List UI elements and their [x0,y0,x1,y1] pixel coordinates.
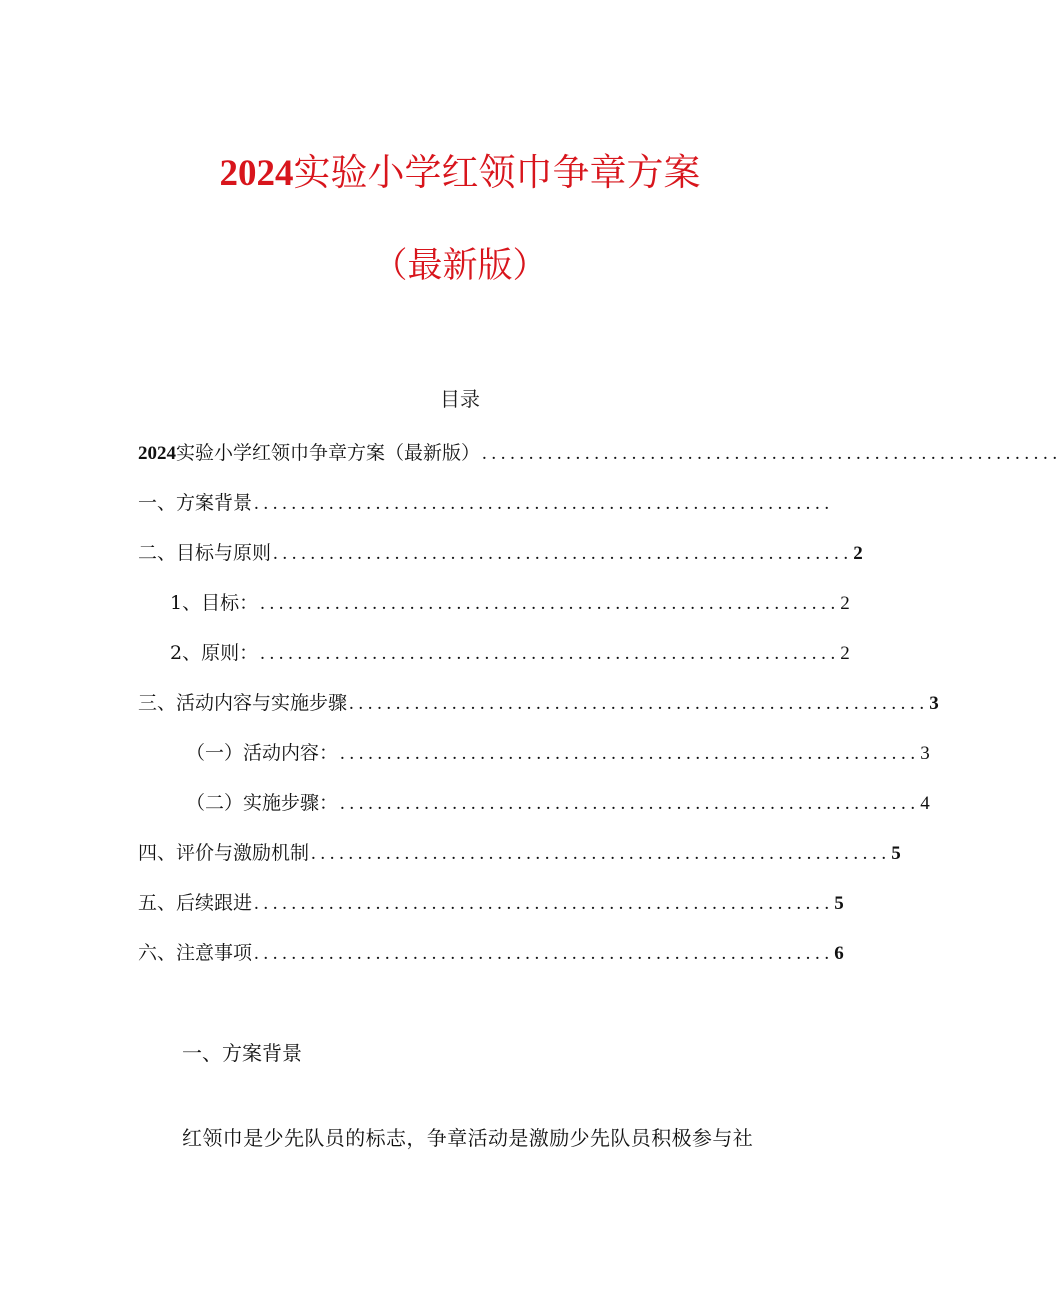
toc-entry[interactable] [138,438,1062,468]
toc-entry[interactable] [170,638,850,668]
toc-entry[interactable] [138,838,901,868]
toc-entry[interactable] [138,488,834,518]
section-heading: 一、方案背景 [182,1041,302,1065]
toc-entry[interactable] [186,738,930,768]
toc-leader-dots: .............................................................. [340,793,920,814]
toc-page-number: 2 [840,643,850,664]
toc-page-number: 2 [840,593,850,614]
toc-page-number: 5 [891,843,901,864]
toc-entry-label: （二）实施步骤： [186,792,339,814]
toc-entry-label: 一、方案背景 [138,492,253,514]
toc-entry-label: 2、原则： [170,642,259,664]
toc-page-number: 3 [920,743,930,764]
toc-entry-prefix: 2024 [138,443,176,464]
toc-leader-dots: .............................................................. [349,693,929,714]
toc-entry-label: （一）活动内容： [186,742,339,764]
toc-entry-label: 六、注意事项 [138,942,253,964]
toc-heading: 目录 [440,387,480,411]
toc-entry-label: 五、后续跟进 [138,892,253,914]
toc-entry[interactable] [138,888,844,918]
toc-entry-label: 三、活动内容与实施步骤 [138,692,348,714]
toc-page-number: 3 [929,693,939,714]
toc-leader-dots: .............................................................. [340,743,920,764]
toc-page-number: 2 [853,543,863,564]
toc-entry-label: 2024实验小学红领巾争章方案（最新版） [138,442,481,464]
body-paragraph: 红领巾是少先队员的标志，争章活动是激励少先队员积极参与社 [182,1126,754,1150]
toc-page-number: 5 [834,893,844,914]
toc-entry[interactable] [186,788,930,818]
toc-leader-dots: .............................................................. [254,943,834,964]
toc-entry[interactable] [138,938,844,968]
toc-entry[interactable] [170,588,850,618]
toc-entry-label: 二、目标与原则 [138,542,272,564]
toc-entry[interactable] [138,538,863,568]
title-main: 实验小学红领巾争章方案 [293,153,701,194]
toc-page-number: 6 [834,943,844,964]
toc-entry[interactable] [138,688,939,718]
document-title [0,146,920,202]
toc-leader-dots: .............................................................. [260,593,840,614]
toc-leader-dots: .............................................................. [273,543,853,564]
toc-leader-dots: .............................................................. [311,843,891,864]
toc-entry-label: 1、目标： [170,592,259,614]
toc-leader-dots: .............................................................. [482,443,1062,464]
toc-page-number: 4 [920,793,930,814]
toc-leader-dots: .............................................................. [260,643,840,664]
title-year: 2024 [219,153,294,194]
toc-entry-label: 四、评价与激励机制 [138,842,310,864]
document-subtitle: （最新版） [372,246,548,286]
toc-leader-dots: .............................................................. [254,893,834,914]
toc-leader-dots: .............................................................. [254,493,834,514]
